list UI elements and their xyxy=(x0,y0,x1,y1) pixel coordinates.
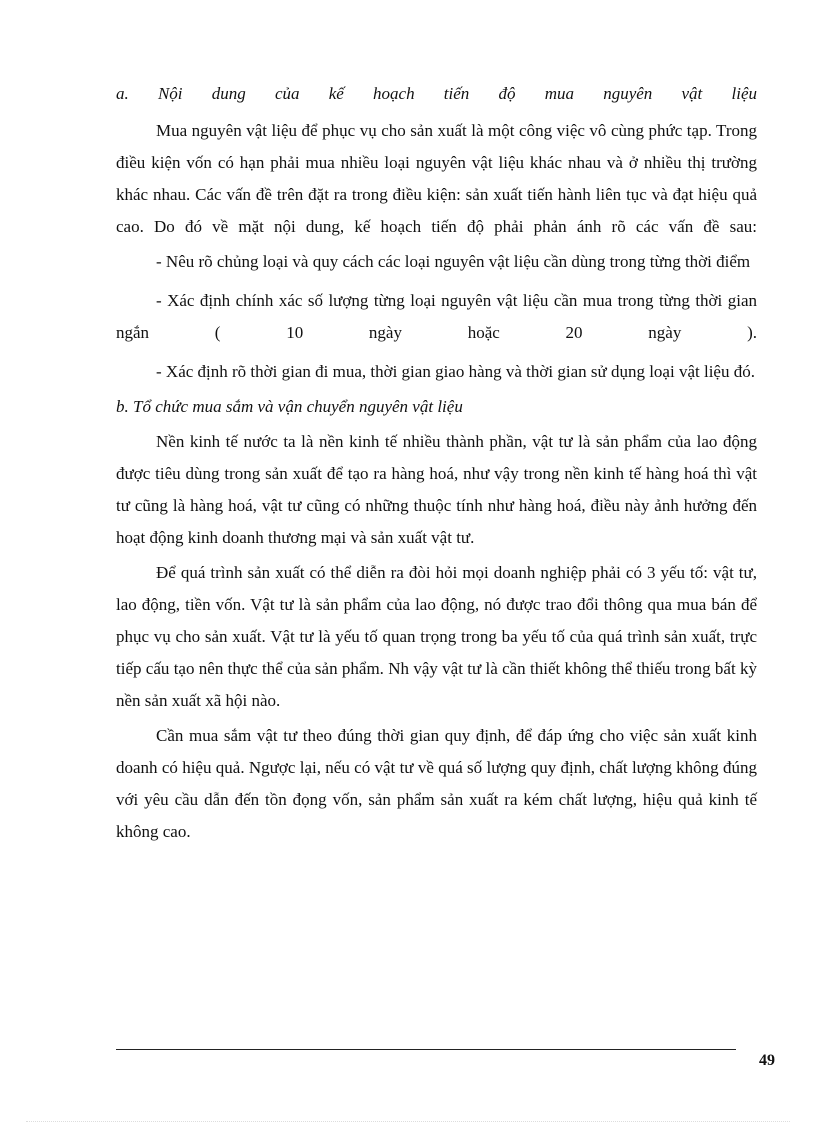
bullet-item-3: - Xác định rõ thời gian đi mua, thời gian giao hàng và thời gian sử dụng loại vật liệu đó. xyxy=(156,362,755,381)
section-a-heading: a. Nội dung của kế hoạch tiến độ mua nguyên vật liệu xyxy=(116,84,757,103)
section-b-heading: b. Tổ chức mua sắm và vận chuyển nguyên vật liệu xyxy=(116,397,463,416)
page-content xyxy=(116,82,757,851)
page-number: 49 xyxy=(759,1052,775,1069)
bullet-item-2: - Xác định chính xác số lượng từng loại nguyên vật liệu cần mua trong từng thời gian ngắn ( 10 ngày hoặc 20 ngày ). xyxy=(116,291,757,342)
page-bottom-border xyxy=(26,1121,790,1122)
section-b-paragraph-1: Nền kinh tế nước ta là nền kinh tế nhiều thành phần, vật tư là sản phẩm của lao động được tiêu dùng trong sản xuất để tạo ra hàng hoá, như vậy trong nền kinh tế hàng hoá thì vật tư cũng là hàng hoá, vật tư cũng có những thuộc tính như hàng hoá, điều này ảnh hưởng đến hoạt động kinh doanh thương mại và sản xuất vật tư. xyxy=(116,432,757,547)
footer-divider xyxy=(116,1049,736,1050)
section-b-paragraph-2: Để quá trình sản xuất có thể diễn ra đòi hỏi mọi doanh nghiệp phải có 3 yếu tố: vật tư, lao động, tiền vốn. Vật tư là sản phẩm của lao động, nó được trao đổi thông qua mua bán để phục vụ cho sản xuất. Vật tư là yếu tố quan trọng trong ba yếu tố của quá trình sản xuất, trực tiếp cấu tạo nên thực thể của sản phẩm. Nh vậy vật tư là cần thiết không thể thiếu trong bất kỳ nền sản xuất xã hội nào. xyxy=(116,563,757,710)
section-a-intro-paragraph: Mua nguyên vật liệu để phục vụ cho sản xuất là một công việc vô cùng phức tạp. Trong điều kiện vốn có hạn phải mua nhiều loại nguyên vật liệu khác nhau và ở nhiều thị trường khác nhau. Các vấn đề trên đặt ra trong điều kiện: sản xuất tiến hành liên tục và đạt hiệu quả cao. Do đó về mặt nội dung, kế hoạch tiến độ phải phản ánh rõ các vấn đề sau: xyxy=(116,121,757,236)
bullet-item-1: - Nêu rõ chủng loại và quy cách các loại nguyên vật liệu cần dùng trong từng thời điểm xyxy=(156,252,751,271)
section-b-paragraph-3: Cần mua sắm vật tư theo đúng thời gian quy định, để đáp ứng cho việc sản xuất kinh doanh có hiệu quả. Ngược lại, nếu có vật tư về quá số lượng quy định, chất lượng không đúng với yêu cầu dẫn đến tồn đọng vốn, sản phẩm sản xuất ra kém chất lượng, hiệu quả kinh tế không cao. xyxy=(116,726,757,841)
